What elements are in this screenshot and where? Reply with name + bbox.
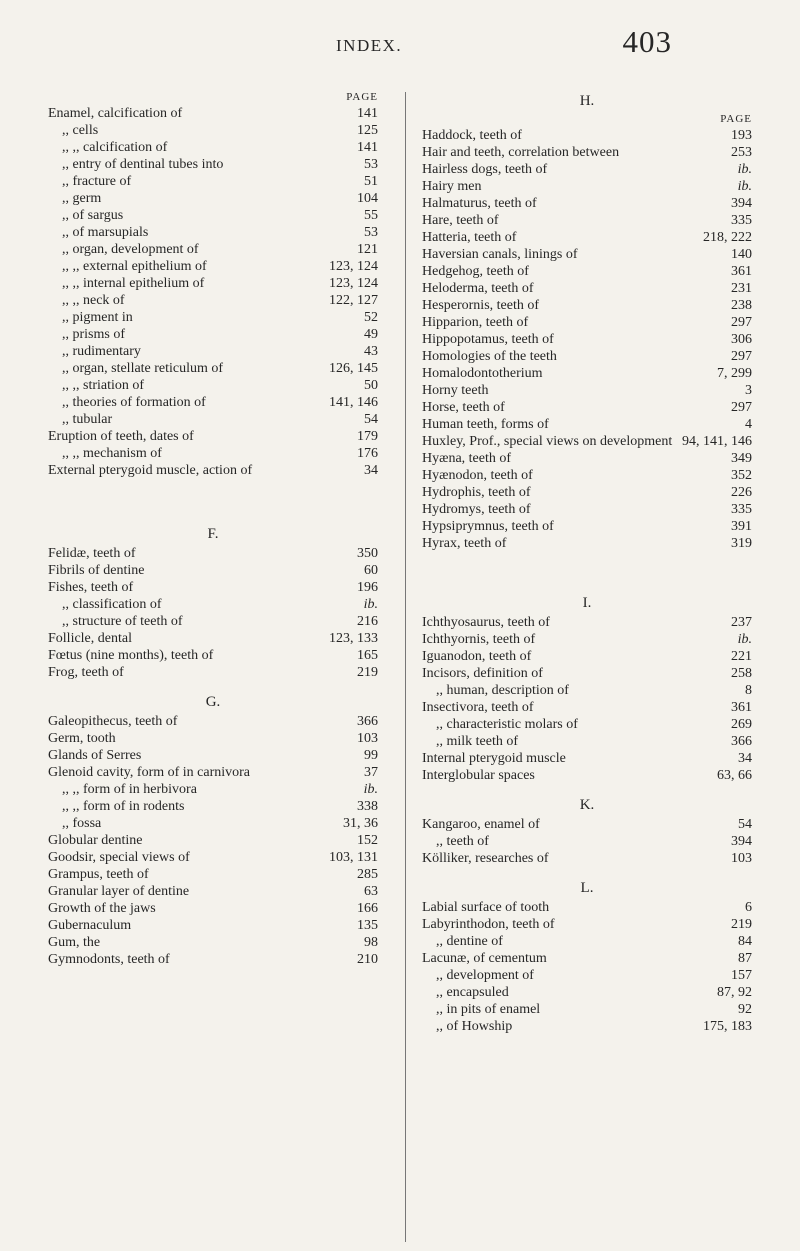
index-entry [422, 933, 752, 950]
index-entry [422, 767, 752, 784]
right-column [422, 90, 752, 1035]
index-entry [422, 1018, 752, 1035]
index-entry [48, 866, 378, 883]
index-entry-term: Hippopotamus, teeth of [422, 332, 554, 347]
index-entry [422, 348, 752, 365]
index-entry [422, 144, 752, 161]
index-entry [422, 850, 752, 867]
index-entry [48, 934, 378, 951]
index-entry-term: Hairless dogs, teeth of [422, 162, 548, 177]
index-entry [48, 596, 378, 613]
index-entry [48, 747, 378, 764]
index-entry-page: 338 [357, 799, 378, 814]
index-entry-page: 219 [731, 917, 752, 932]
index-entry [48, 883, 378, 900]
index-entry [48, 798, 378, 815]
index-entry [422, 229, 752, 246]
index-entry-term: Hydromys, teeth of [422, 502, 531, 517]
index-entry-page: 43 [364, 344, 378, 359]
index-entry-page: 237 [731, 615, 752, 630]
index-entry-term: Goodsir, special views of [48, 850, 190, 865]
index-entry-term: Huxley, Prof., special views on development [422, 434, 673, 449]
index-entry [48, 545, 378, 562]
index-entry-page: 335 [731, 502, 752, 517]
index-entry-term: ,, rudimentary [62, 344, 141, 359]
index-entry-page: 141, 146 [329, 395, 378, 410]
index-entry-term: Homalodontotherium [422, 366, 543, 381]
index-entry-term: ,, ,, striation of [62, 378, 145, 393]
index-entry [422, 699, 752, 716]
index-entry-page: 166 [357, 901, 378, 916]
index-entry [48, 900, 378, 917]
index-entry-page: 391 [731, 519, 752, 534]
index-entry [48, 394, 378, 411]
index-entry-term: ,, teeth of [436, 834, 489, 849]
index-entry [48, 562, 378, 579]
index-entry-page: 4 [745, 417, 752, 432]
index-entry-page: 216 [357, 614, 378, 629]
index-entry-term: Hyænodon, teeth of [422, 468, 533, 483]
index-entry [422, 280, 752, 297]
index-entry [422, 682, 752, 699]
index-entry [422, 899, 752, 916]
index-entry [48, 241, 378, 258]
index-entry-term: ,, ,, mechanism of [62, 446, 162, 461]
index-entry-term: Fœtus (nine months), teeth of [48, 648, 214, 663]
index-entry-page: 285 [357, 867, 378, 882]
index-entry-page: 53 [364, 157, 378, 172]
index-entry [422, 297, 752, 314]
index-entry-term: ,, fracture of [62, 174, 132, 189]
index-entry-term: Galeopithecus, teeth of [48, 714, 178, 729]
index-entry-page: 231 [731, 281, 752, 296]
index-entry-term: Labial surface of tooth [422, 900, 550, 915]
index-entry-term: ,, ,, neck of [62, 293, 125, 308]
section-i [422, 614, 752, 784]
index-entry-page: 94, 141, 146 [682, 434, 752, 449]
index-entry [48, 630, 378, 647]
index-entry-term: Heloderma, teeth of [422, 281, 534, 296]
index-entry-page: 34 [738, 751, 752, 766]
index-entry [48, 207, 378, 224]
index-entry [422, 246, 752, 263]
index-entry-term: Hairy men [422, 179, 482, 194]
index-entry-page: 350 [357, 546, 378, 561]
index-entry-page: ib. [737, 162, 752, 177]
index-entry-term: Hydrophis, teeth of [422, 485, 531, 500]
index-entry-page: 175, 183 [703, 1019, 752, 1034]
index-entry-term: ,, germ [62, 191, 102, 206]
index-entry-term: Hatteria, teeth of [422, 230, 517, 245]
index-entry-term: Felidæ, teeth of [48, 546, 136, 561]
index-entry-page: 141 [357, 140, 378, 155]
index-entry-term: Gymnodonts, teeth of [48, 952, 170, 967]
index-entry-term: ,, organ, development of [62, 242, 199, 257]
index-entry-page: 87, 92 [717, 985, 752, 1000]
index-entry [422, 314, 752, 331]
index-entry-page: 366 [731, 734, 752, 749]
index-entry-term: Gum, the [48, 935, 101, 950]
column-divider [405, 92, 406, 1242]
index-entry-term: Gubernaculum [48, 918, 132, 933]
index-entry [422, 467, 752, 484]
index-entry-page: 123, 124 [329, 276, 378, 291]
index-entry [422, 816, 752, 833]
index-entry [422, 365, 752, 382]
index-entry-page: 55 [364, 208, 378, 223]
index-entry-page: 52 [364, 310, 378, 325]
index-entry-page: 253 [731, 145, 752, 160]
index-entry-term: ,, of marsupials [62, 225, 149, 240]
index-entry-page: 103, 131 [329, 850, 378, 865]
index-entry-page: 54 [738, 817, 752, 832]
index-entry-term: Hair and teeth, correlation between [422, 145, 620, 160]
index-entry [48, 849, 378, 866]
index-entry [422, 716, 752, 733]
index-entry-term: Hesperornis, teeth of [422, 298, 540, 313]
index-entry-page: 121 [357, 242, 378, 257]
index-entry-page: 37 [364, 765, 378, 780]
index-entry-page: 394 [731, 196, 752, 211]
index-entry-term: ,, theories of formation of [62, 395, 206, 410]
index-entry-page: 84 [738, 934, 752, 949]
index-entry [48, 343, 378, 360]
index-entry-term: ,, of sargus [62, 208, 124, 223]
index-entry-term: ,, organ, stellate reticulum of [62, 361, 224, 376]
index-entry-page: 122, 127 [329, 293, 378, 308]
index-entry [422, 331, 752, 348]
index-entry-page: 7, 299 [717, 366, 752, 381]
index-entry [422, 833, 752, 850]
letter-heading-i: I. [582, 595, 592, 611]
index-entry-term: Haversian canals, linings of [422, 247, 578, 262]
index-entry-term: Growth of the jaws [48, 901, 156, 916]
index-entry [48, 613, 378, 630]
index-entry-page: 63 [364, 884, 378, 899]
index-entry-page: 258 [731, 666, 752, 681]
index-entry-page: 165 [357, 648, 378, 663]
index-entry-page: 366 [357, 714, 378, 729]
index-entry-term: ,, characteristic molars of [436, 717, 578, 732]
index-entry [48, 258, 378, 275]
index-entry [48, 445, 378, 462]
index-entry-term: Hyrax, teeth of [422, 536, 507, 551]
index-entry-page: 126, 145 [329, 361, 378, 376]
index-entry-term: Ichthyosaurus, teeth of [422, 615, 550, 630]
index-entry [48, 275, 378, 292]
index-entry [422, 382, 752, 399]
index-entry-term: ,, ,, calcification of [62, 140, 168, 155]
index-entry [48, 105, 378, 122]
index-entry-page: 141 [357, 106, 378, 121]
index-entry-term: Hyæna, teeth of [422, 451, 512, 466]
index-entry-page: ib. [363, 597, 378, 612]
index-entry-term: ,, of Howship [436, 1019, 513, 1034]
index-entry [422, 614, 752, 631]
index-entry [48, 326, 378, 343]
index-entry-page: 361 [731, 700, 752, 715]
index-entry [422, 263, 752, 280]
index-entry [422, 733, 752, 750]
index-entry-term: Interglobular spaces [422, 768, 535, 783]
index-entry [48, 224, 378, 241]
index-entry-term: Hedgehog, teeth of [422, 264, 529, 279]
index-entry [48, 428, 378, 445]
index-entry-term: ,, ,, internal epithelium of [62, 276, 205, 291]
index-entry-page: 196 [357, 580, 378, 595]
section-h [422, 127, 752, 552]
index-entry-page: 176 [357, 446, 378, 461]
index-entry-term: Horny teeth [422, 383, 489, 398]
index-entry-page: 50 [364, 378, 378, 393]
index-entry-term: ,, ,, external epithelium of [62, 259, 207, 274]
index-entry [48, 139, 378, 156]
index-entry-page: 92 [738, 1002, 752, 1017]
index-entry-page: 269 [731, 717, 752, 732]
index-entry-term: Insectivora, teeth of [422, 700, 534, 715]
index-entry [422, 631, 752, 648]
index-entry [422, 535, 752, 552]
index-entry-term: Hipparion, teeth of [422, 315, 529, 330]
index-entry-term: Hare, teeth of [422, 213, 499, 228]
index-entry-term: Eruption of teeth, dates of [48, 429, 194, 444]
index-entry [422, 399, 752, 416]
page-header [0, 24, 800, 64]
index-entry-page: 349 [731, 451, 752, 466]
index-entry-page: 361 [731, 264, 752, 279]
index-entry [422, 967, 752, 984]
index-entry [422, 665, 752, 682]
index-entry-term: Fibrils of dentine [48, 563, 145, 578]
index-entry-term: Lacunæ, of cementum [422, 951, 547, 966]
index-entry-page: 6 [745, 900, 752, 915]
index-entry-term: Iguanodon, teeth of [422, 649, 532, 664]
index-entry-term: External pterygoid muscle, action of [48, 463, 253, 478]
index-entry [422, 984, 752, 1001]
index-entry-page: 210 [357, 952, 378, 967]
section-e [48, 105, 378, 479]
index-entry-term: Haddock, teeth of [422, 128, 522, 143]
index-entry-page: 123, 133 [329, 631, 378, 646]
index-entry-term: ,, ,, form of in herbivora [62, 782, 197, 797]
index-entry-term: ,, pigment in [62, 310, 133, 325]
index-entry [48, 360, 378, 377]
index-entry-page: 60 [364, 563, 378, 578]
index-entry-page: 99 [364, 748, 378, 763]
index-entry-page: 104 [357, 191, 378, 206]
index-entry-page: 54 [364, 412, 378, 427]
index-entry [48, 917, 378, 934]
index-entry-term: Hypsiprymnus, teeth of [422, 519, 554, 534]
index-entry-term: Homologies of the teeth [422, 349, 557, 364]
index-entry-page: ib. [737, 632, 752, 647]
index-entry-term: Halmaturus, teeth of [422, 196, 537, 211]
index-entry-term: ,, dentine of [436, 934, 503, 949]
index-entry-term: Labyrinthodon, teeth of [422, 917, 555, 932]
index-entry-page: 218, 222 [703, 230, 752, 245]
index-entry-term: ,, cells [62, 123, 99, 138]
index-entry-page: 157 [731, 968, 752, 983]
index-entry [48, 781, 378, 798]
index-entry [48, 647, 378, 664]
index-entry-page: 306 [731, 332, 752, 347]
index-entry [48, 173, 378, 190]
index-entry [422, 750, 752, 767]
index-entry [48, 122, 378, 139]
index-entry [422, 178, 752, 195]
index-entry [422, 1001, 752, 1018]
index-entry-term: ,, structure of teeth of [62, 614, 183, 629]
index-entry-page: 8 [745, 683, 752, 698]
index-entry [48, 190, 378, 207]
letter-heading-f: F. [207, 526, 219, 542]
index-entry [422, 416, 752, 433]
index-entry [422, 501, 752, 518]
index-entry-page: 297 [731, 400, 752, 415]
index-entry-page: 98 [364, 935, 378, 950]
index-entry [422, 916, 752, 933]
index-entry [48, 411, 378, 428]
index-entry [48, 815, 378, 832]
index-entry [48, 292, 378, 309]
index-entry [422, 484, 752, 501]
page-column-label: PAGE [720, 113, 752, 125]
index-entry-term: Horse, teeth of [422, 400, 505, 415]
index-entry-page: 193 [731, 128, 752, 143]
index-entry-page: 87 [738, 951, 752, 966]
letter-heading-h: H. [579, 93, 595, 109]
index-entry-term: Human teeth, forms of [422, 417, 549, 432]
index-entry-term: Kangaroo, enamel of [422, 817, 540, 832]
index-entry [48, 156, 378, 173]
index-entry [48, 713, 378, 730]
index-entry-page: 219 [357, 665, 378, 680]
section-f [48, 545, 378, 681]
section-g [48, 713, 378, 968]
section-k [422, 816, 752, 867]
page-number: 403 [622, 24, 672, 59]
index-entry-page: 123, 124 [329, 259, 378, 274]
letter-heading-g: G. [205, 694, 221, 710]
index-entry-page: 103 [731, 851, 752, 866]
index-entry-page: 335 [731, 213, 752, 228]
index-entry-page: 179 [357, 429, 378, 444]
index-entry-term: Ichthyornis, teeth of [422, 632, 536, 647]
index-entry-page: 3 [745, 383, 752, 398]
index-entry-term: Germ, tooth [48, 731, 116, 746]
index-entry [422, 648, 752, 665]
index-entry-term: Internal pterygoid muscle [422, 751, 566, 766]
index-entry-term: ,, entry of dentinal tubes into [62, 157, 224, 172]
index-entry-page: 352 [731, 468, 752, 483]
index-entry-term: ,, development of [436, 968, 534, 983]
index-entry-term: Globular dentine [48, 833, 143, 848]
index-entry-term: ,, prisms of [62, 327, 125, 342]
index-entry-page: 297 [731, 349, 752, 364]
index-entry [48, 764, 378, 781]
index-entry-term: Incisors, definition of [422, 666, 543, 681]
index-entry-page: 238 [731, 298, 752, 313]
index-entry [48, 664, 378, 681]
index-entry-page: 34 [364, 463, 378, 478]
letter-heading-l: L. [580, 880, 594, 896]
index-entry [422, 212, 752, 229]
page-column-label: PAGE [346, 91, 378, 103]
index-entry [422, 195, 752, 212]
index-entry [48, 377, 378, 394]
index-entry-page: 135 [357, 918, 378, 933]
index-entry-term: ,, ,, form of in rodents [62, 799, 185, 814]
index-entry [48, 832, 378, 849]
index-entry-term: Follicle, dental [48, 631, 132, 646]
index-entry [48, 462, 378, 479]
index-entry [48, 730, 378, 747]
index-entry-page: 125 [357, 123, 378, 138]
index-entry [48, 309, 378, 326]
letter-heading-k: K. [579, 797, 595, 813]
index-entry-term: ,, in pits of enamel [436, 1002, 541, 1017]
index-entry [422, 950, 752, 967]
index-entry-page: 103 [357, 731, 378, 746]
index-entry-page: ib. [737, 179, 752, 194]
index-entry-term: ,, fossa [62, 816, 102, 831]
index-entry-page: 51 [364, 174, 378, 189]
index-entry-term: ,, human, description of [436, 683, 569, 698]
index-entry-term: Fishes, teeth of [48, 580, 134, 595]
index-entry-term: Enamel, calcification of [48, 106, 183, 121]
index-entry-page: 140 [731, 247, 752, 262]
index-entry-page: 319 [731, 536, 752, 551]
index-entry-term: Glands of Serres [48, 748, 142, 763]
index-entry-page: ib. [363, 782, 378, 797]
index-entry-page: 226 [731, 485, 752, 500]
index-entry-page: 394 [731, 834, 752, 849]
index-entry-page: 63, 66 [717, 768, 752, 783]
index-entry-page: 53 [364, 225, 378, 240]
index-entry-page: 297 [731, 315, 752, 330]
index-entry [48, 579, 378, 596]
index-entry-term: ,, milk teeth of [436, 734, 519, 749]
index-entry-term: ,, classification of [62, 597, 162, 612]
left-column [48, 90, 378, 968]
index-entry-term: Frog, teeth of [48, 665, 124, 680]
index-entry [422, 161, 752, 178]
index-entry-page: 152 [357, 833, 378, 848]
section-l [422, 899, 752, 1035]
index-entry-page: 31, 36 [343, 816, 378, 831]
index-entry [48, 951, 378, 968]
index-entry-term: ,, encapsuled [436, 985, 509, 1000]
index-entry [422, 450, 752, 467]
running-title: INDEX. [336, 36, 403, 55]
index-entry-term: ,, tubular [62, 412, 113, 427]
index-entry [422, 518, 752, 535]
index-entry [422, 127, 752, 144]
index-entry-term: Grampus, teeth of [48, 867, 149, 882]
index-entry-term: Kölliker, researches of [422, 851, 549, 866]
index-entry-page: 221 [731, 649, 752, 664]
index-entry [422, 433, 752, 450]
index-entry-term: Glenoid cavity, form of in carnivora [48, 765, 251, 780]
index-entry-page: 49 [364, 327, 378, 342]
index-entry-term: Granular layer of dentine [48, 884, 190, 899]
